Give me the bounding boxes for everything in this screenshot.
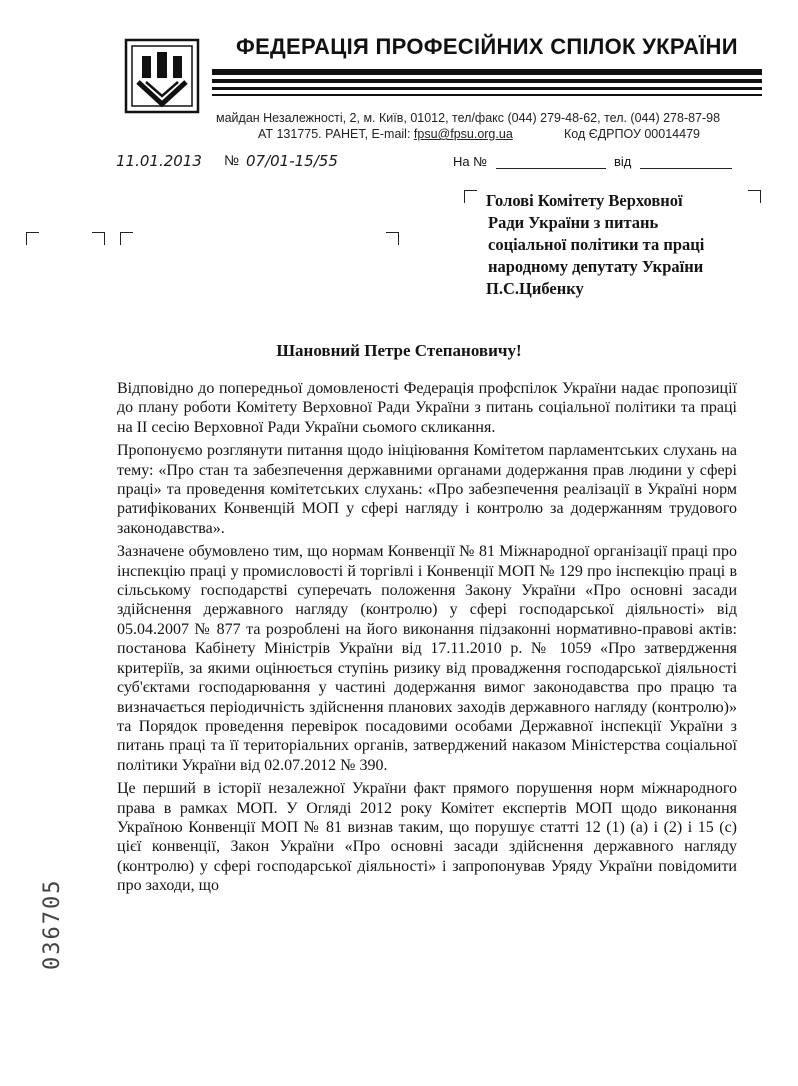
addressee-line: соціальної політики та праці bbox=[488, 235, 705, 254]
header-rule bbox=[212, 87, 762, 90]
body-paragraph: Пропонуємо розглянути питання щодо ініціювання Комітетом парламентських слухань на тему: «Про стан та забезпечення державними органами додержання прав людини у сфері праці» та проведення комітетських слухань: «Про забезпечення реалізації в Україні норм ратифікованих Конвенцій МОП у сфері нагляду і контролю за додержанням трудового законодавства». bbox=[117, 442, 737, 537]
header-rule bbox=[212, 69, 762, 75]
stamp-number: 036705 bbox=[40, 878, 65, 970]
incoming-number-blank bbox=[496, 168, 606, 169]
incoming-date-label: від bbox=[614, 154, 632, 169]
edrpou-code: Код ЄДРПОУ 00014479 bbox=[564, 127, 700, 141]
body-paragraph: Зазначене обумовлено тим, що нормам Конвенції № 81 Міжнародної організації праці про інспекцію праці у промисловості й торгівлі і Конвенції МОП № 129 про інспекцію праці в сільському господарстві суперечать положення Закону України «Про основні засади здійснення державного нагляду (контролю) у сфері господарської діяльності» від 05.04.2007 № 877 та розроблені на його виконання підзаконні нормативно-правові актів: постанова Кабінету Міністрів України від 17.11.2010 р. № 1059 «Про затвердження критеріїв, за якими оцінюється ступінь ризику від провадження господарської діяльності суб'єктами господарювання у частині додержання вимог законодавства про працю та визначається періодичність здійснення планових заходів державного нагляду (контролю)» та Порядок проведення перевірок посадовими особами Державної інспекції України з питань праці та її територіальних органів, затверджений наказом Міністерства соціальної політики України від 02.07.2012 № 390. bbox=[117, 543, 737, 774]
incoming-date-blank bbox=[640, 168, 732, 169]
body-paragraph: Відповідно до попередньої домовленості Федерація профспілок України надає пропозиції до плану роботи Комітету Верховної Ради України з питань соціальної політики та праці на ІІ сесію Верховної Ради України сьомого скликання. bbox=[117, 380, 737, 436]
corner-mark bbox=[92, 232, 105, 245]
number-label: № bbox=[224, 152, 240, 168]
addressee-line: Ради України з питань bbox=[488, 213, 659, 232]
outgoing-date: 11.01.2013 bbox=[116, 152, 202, 170]
incoming-number-label: На № bbox=[453, 154, 488, 169]
organization-title: ФЕДЕРАЦІЯ ПРОФЕСІЙНИХ СПІЛОК УКРАЇНИ bbox=[236, 34, 738, 59]
header-rule bbox=[212, 79, 762, 83]
registration-stamp bbox=[40, 820, 70, 990]
telex-prefix: АТ 131775. РАНЕТ, E-mail: bbox=[258, 127, 411, 141]
header-rule bbox=[212, 94, 762, 96]
letter-body bbox=[117, 379, 737, 900]
addressee-line: П.С.Цибенку bbox=[486, 279, 584, 298]
corner-mark bbox=[26, 232, 39, 245]
email-link[interactable]: fpsu@fpsu.org.ua bbox=[413, 127, 513, 141]
address-line: майдан Незалежності, 2, м. Київ, 01012, тел/факс (044) 279-48-62, тел. (044) 278-87-98 bbox=[216, 111, 721, 125]
salutation: Шановний Петре Степановичу! bbox=[276, 341, 522, 360]
addressee-block bbox=[486, 190, 756, 300]
corner-mark bbox=[464, 190, 477, 203]
addressee-line: Голові Комітету Верховної bbox=[486, 191, 683, 210]
telex-line bbox=[258, 127, 513, 141]
fpu-logo-icon bbox=[124, 38, 200, 114]
addressee-line: народному депутату України bbox=[488, 257, 704, 276]
corner-mark bbox=[386, 232, 399, 245]
corner-mark bbox=[120, 232, 133, 245]
body-paragraph: Це перший в історії незалежної України факт прямого порушення норм міжнародного права в рамках МОП. У Огляді 2012 року Комітет експертів МОП щодо виконання Україною Конвенції МОП № 81 визнав таким, що порушує статті 12 (1) (a) і (2) і 15 (c) цієї конвенції, Закон України «Про основні засади здійснення державного нагляду (контролю) у сфері господарської діяльності» і запропонував Уряду України повідомити про заходи, що bbox=[117, 780, 737, 895]
outgoing-number: 07/01-15/55 bbox=[246, 152, 338, 170]
